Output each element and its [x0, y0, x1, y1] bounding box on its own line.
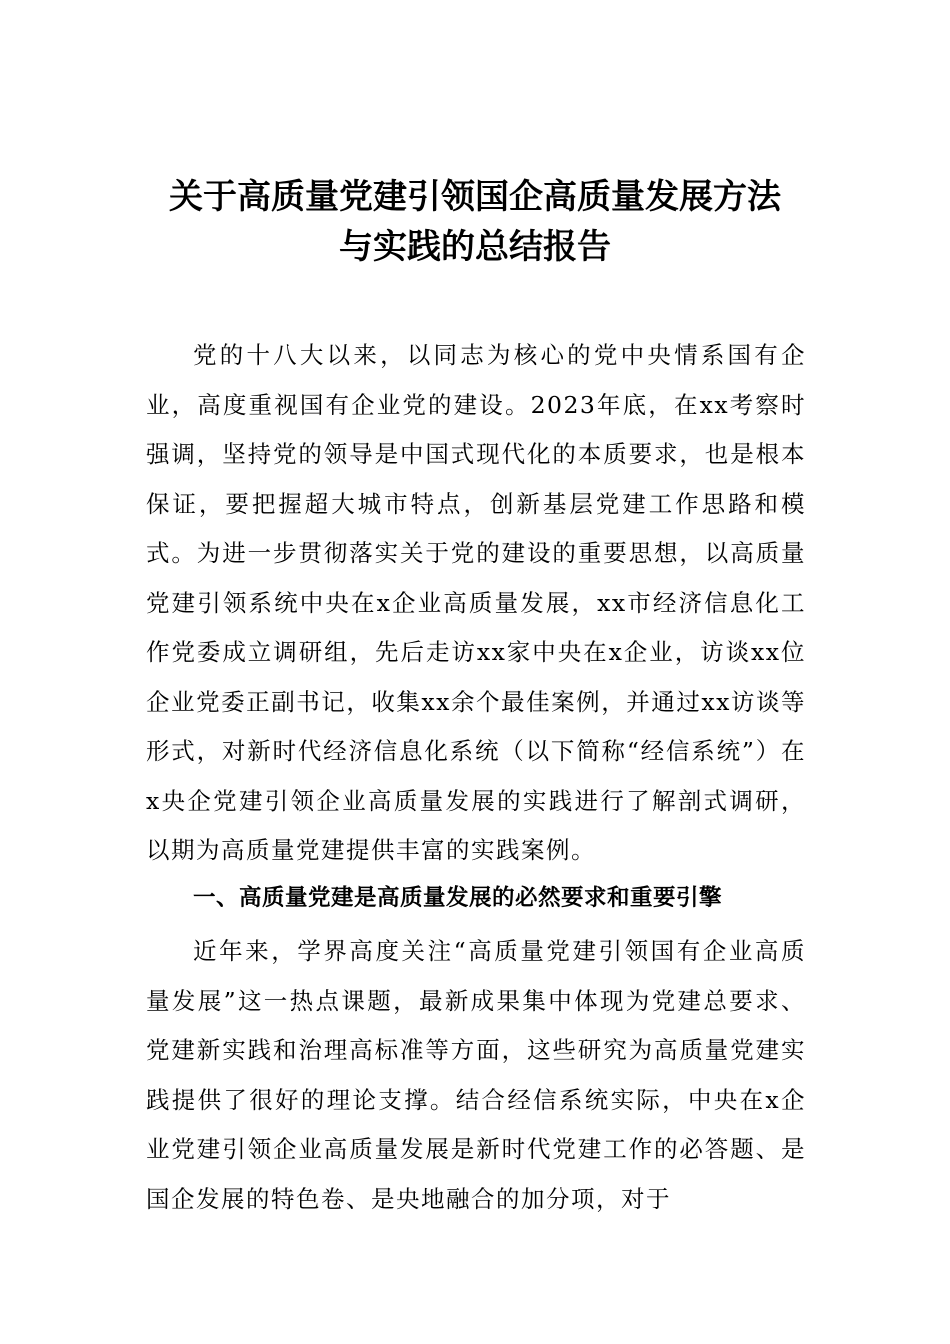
section-1-heading: 一、高质量党建是高质量发展的必然要求和重要引擎: [193, 885, 723, 911]
title-line-1: 关于高质量党建引领国企高质量发展方法: [169, 177, 781, 217]
title-line-2: 与实践的总结报告: [339, 227, 611, 267]
section-1-paragraph: 近年来，学界高度关注“高质量党建引领国有企业高质量发展”这一热点课题，最新成果集中体现为党建总要求、党建新实践和治理高标准等方面，这些研究为高质量党建实践提供了很好的理论支撑。结合经信系统实际，中央在x企业党建引领企业高质量发展是新时代党建工作的必答题、是国企发展的特色卷、是央地融合的加分项，对于: [146, 937, 806, 1213]
intro-paragraph: 党的十八大以来，以同志为核心的党中央情系国有企业，高度重视国有企业党的建设。2023年底，在xx考察时强调，坚持党的领导是中国式现代化的本质要求，也是根本保证，要把握超大城市特点，创新基层党建工作思路和模式。为进一步贯彻落实关于党的建设的重要思想，以高质量党建引领系统中央在x企业高质量发展，xx市经济信息化工作党委成立调研组，先后走访xx家中央在x企业，访谈xx位企业党委正副书记，收集xx余个最佳案例，并通过xx访谈等形式，对新时代经济信息化系统（以下简称“经信系统”）在x央企党建引领企业高质量发展的实践进行了解剖式调研，以期为高质量党建提供丰富的实践案例。: [146, 341, 806, 864]
document-title: [120, 172, 830, 272]
